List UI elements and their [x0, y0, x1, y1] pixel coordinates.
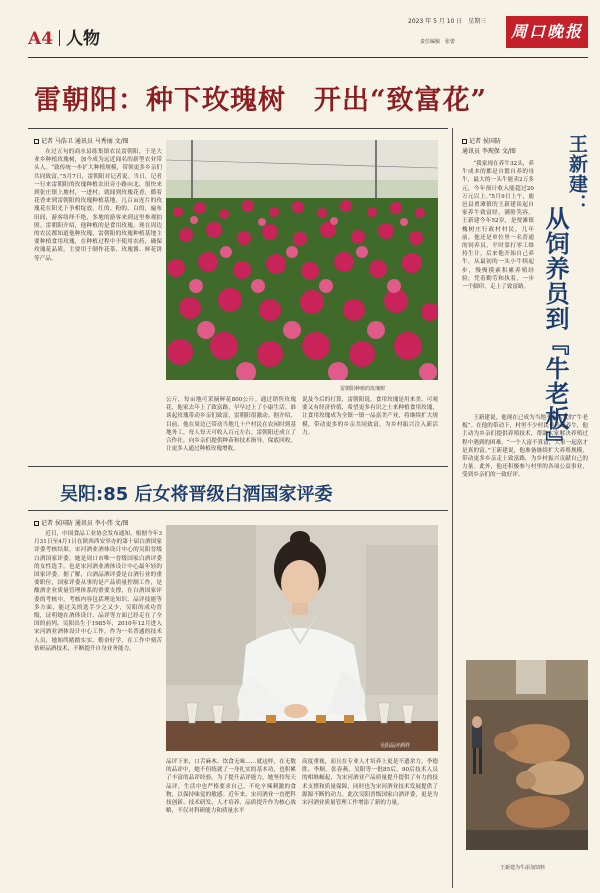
cattle-photo: [466, 660, 588, 850]
story3-col2: 王新建说，他现在已成为当地小有名气的“牛老板”。在他的带动下，村里不少村民也开始养牛，他主动为乡亲们提供养殖技术，帮助大家解决养殖过程中遇到的困难。“一个人富不算富，大家一起富才是真的富。”王新建说，他准备继续扩大养殖规模，带动更多乡亲走上致富路，为乡村振兴贡献自己的力量。此外，他还积极参与村里的各项公益事业，受到乡亲们的一致好评。: [462, 415, 588, 479]
byline-square-icon: [34, 521, 39, 526]
story3-title-line2: 从饲养员到『牛老板』: [541, 206, 569, 456]
story1-col3: 说及今后的打算，雷朝阳说，食用玫瑰是用来美、可观要又有经济价值，希望更多有识之士来种植食用玫瑰，让食用玫瑰成为全镇一镇一品富美产业，将继续扩大规模，带动更多的乡亲共同致富，为乡村振兴注入新活力。: [302, 397, 438, 436]
story3-byline-1-text: 记者 侯国防: [469, 138, 501, 145]
dateline: 2023 年 5 月 10 日 星期三: [408, 18, 487, 25]
story1-headline: 雷朝阳：种下玫瑰树 开出“致富花”: [34, 85, 488, 116]
rose-field-illustration: [166, 140, 438, 380]
story2-byline-text: 记者 侯国防 通讯员 李小伟 文/图: [41, 520, 129, 527]
story1-byline-text: 记者 马浩卫 通讯员 马秀丽 文/图: [41, 138, 129, 145]
rose-photo-caption: 雷朝阳种植的玫瑰树: [340, 386, 386, 392]
section-code: A4: [28, 29, 54, 49]
wine-tasting-photo: [166, 525, 438, 751]
section-name: 人物: [66, 29, 101, 49]
story2-top-rule: [28, 510, 448, 511]
story2-col2: 品评下来，口舌麻木、饮食无味……就这样，在无数的品评中，她不但练就了一身扎实的基本功，也积累了丰富的品评经验。为了提升品评能力，她坚持每天品评，生活中也严格要求自己，不吃辛辣刺激的食物，以保持味觉的敏感。近年来，宋河酒业一直把科技创新、技术研发、人才培养、品质提升作为核心战略，不仅对科研能力和质量水平: [166, 759, 296, 815]
cattle-illustration: [466, 660, 588, 850]
story2-col3: 高度重视，而且在专业人才培养上更是不遗余力。李德胜、李顺、张春燕、吴阳等一批85后、90后技术人员的相继崛起，为宋河酒业产品质量提升提供了有力的技术支撑和质量保障，同时也为宋河酒业技术发展提供了源源不断的动力。此次吴阳晋级国家白酒评委，更是为宋河酒业质量管理工作增添了新的力量。: [302, 759, 438, 807]
story3-title-line1: 王新建：: [566, 134, 588, 214]
masthead: [28, 8, 588, 58]
rose-field-photo: [166, 140, 438, 380]
section-label: [28, 24, 100, 49]
editors-credit: 责任编辑 张蕾: [420, 39, 456, 45]
story1-col2: 公斤，每亩地可采摘鲜花800公斤。通过销售玫瑰花，他家去年上了致富路，早早过上了小康生活。谁谈起玫瑰带动乡亲们致富，雷朝阳很激动。据介绍，目前，他在周边已带动当地几十户村民在农闲时到基地务工，每人每天可收入百元左右。雷朝阳还成立了合作社，向乡亲们提供种苗和技术指导，保底回收，让更多人通过种植玫瑰增收。: [166, 397, 296, 453]
story1-top-rule: [28, 128, 448, 129]
story1-byline: [34, 136, 129, 145]
wine-tasting-illustration: [166, 525, 438, 751]
story2-headline: 吴阳:85 后女将晋级白酒国家评委: [60, 484, 333, 505]
story3-byline-1: [462, 136, 501, 145]
paper-logo: 周口晚报: [506, 16, 588, 48]
story1-bottom-rule: [28, 466, 448, 467]
story3-byline-2: 通讯员 李现保 文/图: [462, 148, 516, 155]
story1-col1: 在过五句的商水县练集镇农民雷朝阳，于是大业乡种植玫瑰树，加今成为远近闻名的新型农业带头人。“致传统一步扩大种植规模，带领更多乡亲们共同致富。”5月7日，雷朝阳对记者说。当日，记者一行来雷朝阳的玫瑰种植农田旁小路向北，很快来到张庄镇上坡村，一进村，就闻到玫瑰花香，循着花香来到雷朝阳的玫瑰种植基地，几百亩连片的玫瑰花在阳光下争相绽放，红的、粉的、白的，遍布田间，游客络绎不绝，多地的游客来到这里参观拍照。雷朝阳介绍，他种植的是食用玫瑰。现在周边的农民都知道他种玫瑰，雷朝阳的玫瑰种植基地主要种植食用玫瑰，在种植过程中不使用农药，确保玫瑰花品质，主要用于制作花茶、玫瑰酱、鲜花饼等产品。: [34, 149, 162, 262]
wine-photo-caption: 吴阳品评酒样: [380, 743, 411, 749]
story2-byline: [34, 518, 129, 527]
byline-square-icon: [34, 139, 39, 144]
section-divider: [59, 30, 60, 46]
column-divider: [452, 128, 453, 888]
cattle-photo-caption: 王新建为牛添加饲料: [500, 865, 546, 871]
byline-square-icon: [462, 139, 467, 144]
story3-col1: “我家现在养牛32头，养牛成本的都是自繁自养的母牛，最大的一头牛能卖2万多元，今年预计收入能超过20万元以上。”5月9日上午，鹿邑县贾滩镇的王新建谈起自家养牛致富经，满脸笑容。王新建今年52岁，是贾滩镇槐树庄行政村村民。几年前，他还是单位里一名普通的饲养员，平时靠打零工维持生计，后来他开始自己养牛，从最初的一头小牛犊起步，慢慢摸索积累养殖经验，凭着勤劳和执着，一步一个脚印，走上了致富路。: [462, 161, 534, 291]
story2-col1: 近日，中国食品工业协会发布通知，根据今年3月31日至4月1日在陕西西安举办的第十届白酒国家评委考核结果，宋河酒业酒体设计中心的吴阳晋级白酒国家评委。她是周口市唯一晋级国家白酒评委的女性选手，也是宋河酒业酒体设计中心最年轻的国家评委。据了解，白酒品酒评委是白酒行业的重要职位，国家评委从事的是产品质量控制工作，是酿酒企业质量管理体系的重要支撑，在白酒国家评委的考核中，考核内容包括理论知识、品评技能等多方面，能过关的选手少之又少，吴阳的成功晋级，证明她在酒体设计、品评等方面已经走在了全国的前列。吴阳出生于1985年，2010年12月进入宋河酒业酒体设计中心工作，作为一名普通的技术人员，她始终踏踏实实、勤奋好学，在工作中刻苦钻研品酒技术，不断提升自身业务能力。: [34, 531, 162, 652]
